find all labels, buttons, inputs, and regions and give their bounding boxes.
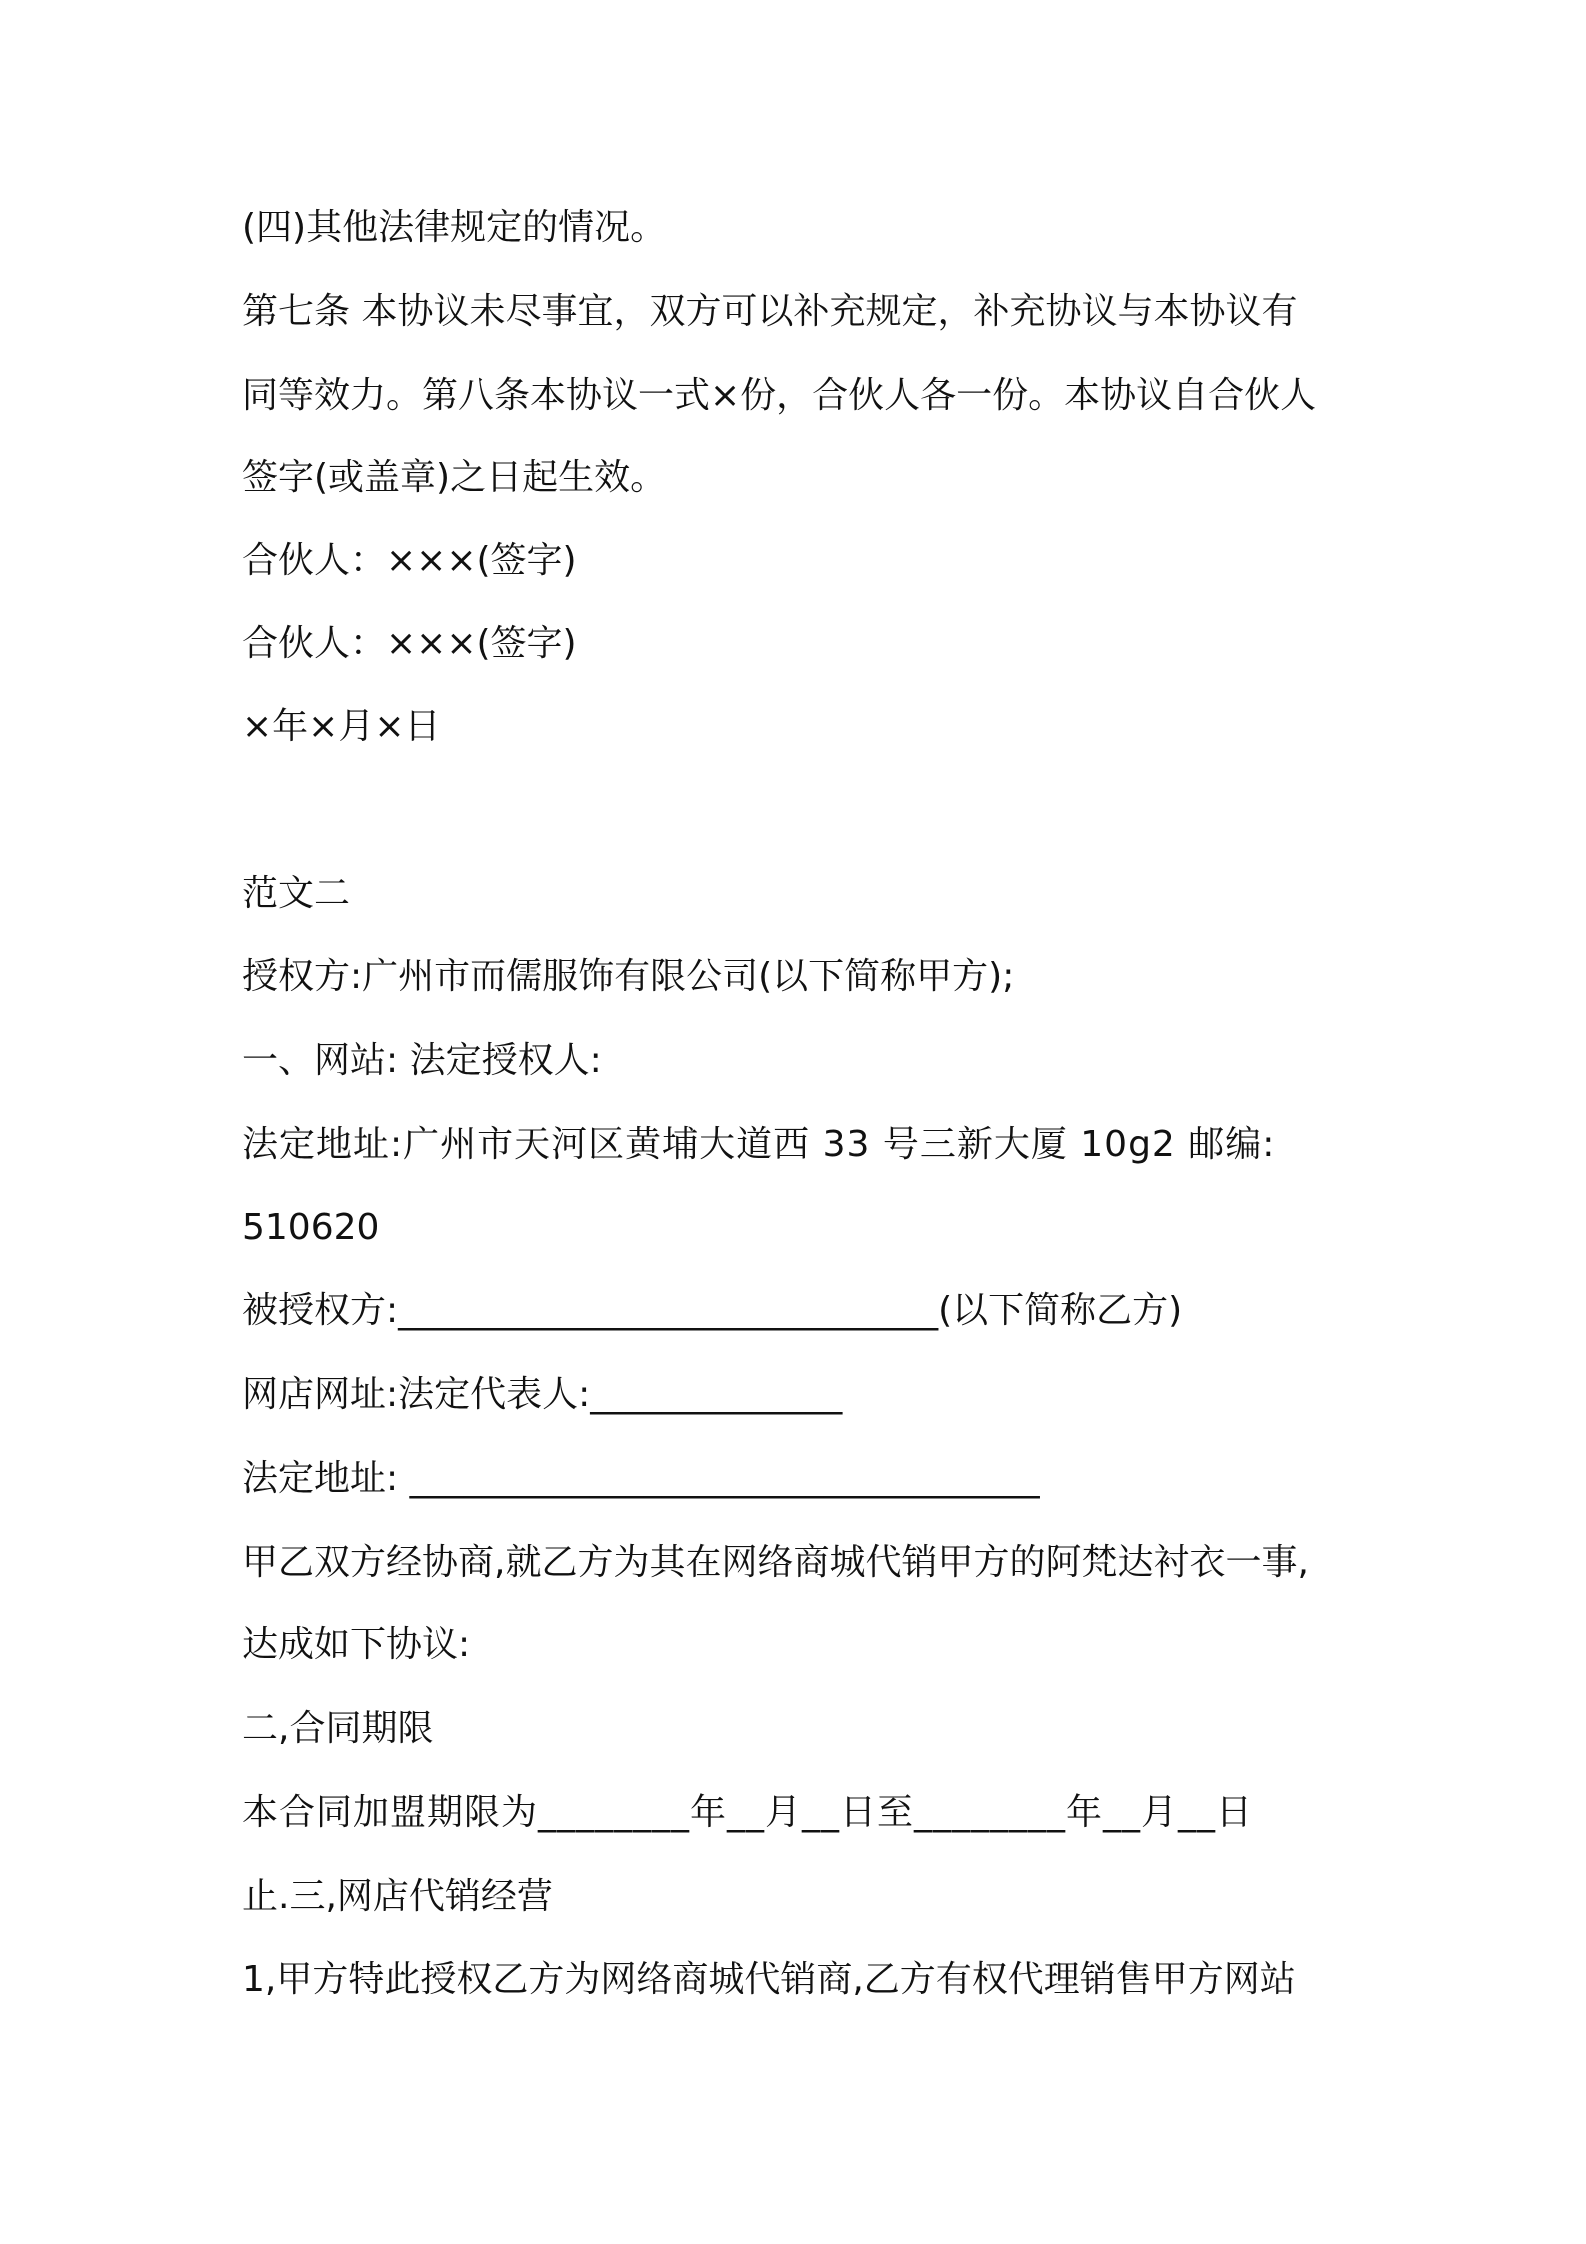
- partner-signature-2: 合伙人：×××(签字): [242, 623, 577, 664]
- grantee-line: 被授权方:______________________________(以下简称乙方): [242, 1290, 1183, 1331]
- grantee-address-line: 法定地址: ___________________________________: [242, 1458, 1040, 1499]
- article-7-line-3: 签字(或盖章)之日起生效。: [242, 457, 667, 498]
- grantor-address-line: 法定地址:广州市天河区黄埔大道西 33 号三新大厦 10g2 邮编:: [242, 1124, 1276, 1165]
- grantor-postcode: 510620: [242, 1207, 380, 1248]
- article-7-line-1: 第七条 本协议未尽事宜，双方可以补充规定，补充协议与本协议有: [242, 291, 1298, 332]
- clause-4-other-legal: (四)其他法律规定的情况。: [242, 207, 667, 248]
- website-authorized-person: 一、网站: 法定授权人:: [242, 1040, 602, 1081]
- clause-1-authorization: 1,甲方特此授权乙方为网络商城代销商,乙方有权代理销售甲方网站: [242, 1959, 1296, 2000]
- signing-date: ×年×月×日: [242, 706, 441, 747]
- agreement-intro-line-2: 达成如下协议:: [242, 1624, 471, 1665]
- contract-term-line-2: 止.三,网店代销经营: [242, 1876, 553, 1917]
- agreement-intro-line-1: 甲乙双方经协商,就乙方为其在网络商城代销甲方的阿梵达衬衣一事,: [242, 1542, 1309, 1583]
- contract-term-line-1: 本合同加盟期限为________年__月__日至________年__月__日: [242, 1792, 1254, 1833]
- section-title-sample-2: 范文二: [242, 873, 351, 914]
- grantor-line: 授权方:广州市而儒服饰有限公司(以下简称甲方);: [242, 956, 1015, 997]
- article-7-line-2: 同等效力。第八条本协议一式×份，合伙人各一份。本协议自合伙人: [242, 375, 1317, 416]
- partner-signature-1: 合伙人：×××(签字): [242, 540, 577, 581]
- store-url-representative: 网店网址:法定代表人:______________: [242, 1374, 843, 1415]
- section-contract-term: 二,合同期限: [242, 1708, 434, 1749]
